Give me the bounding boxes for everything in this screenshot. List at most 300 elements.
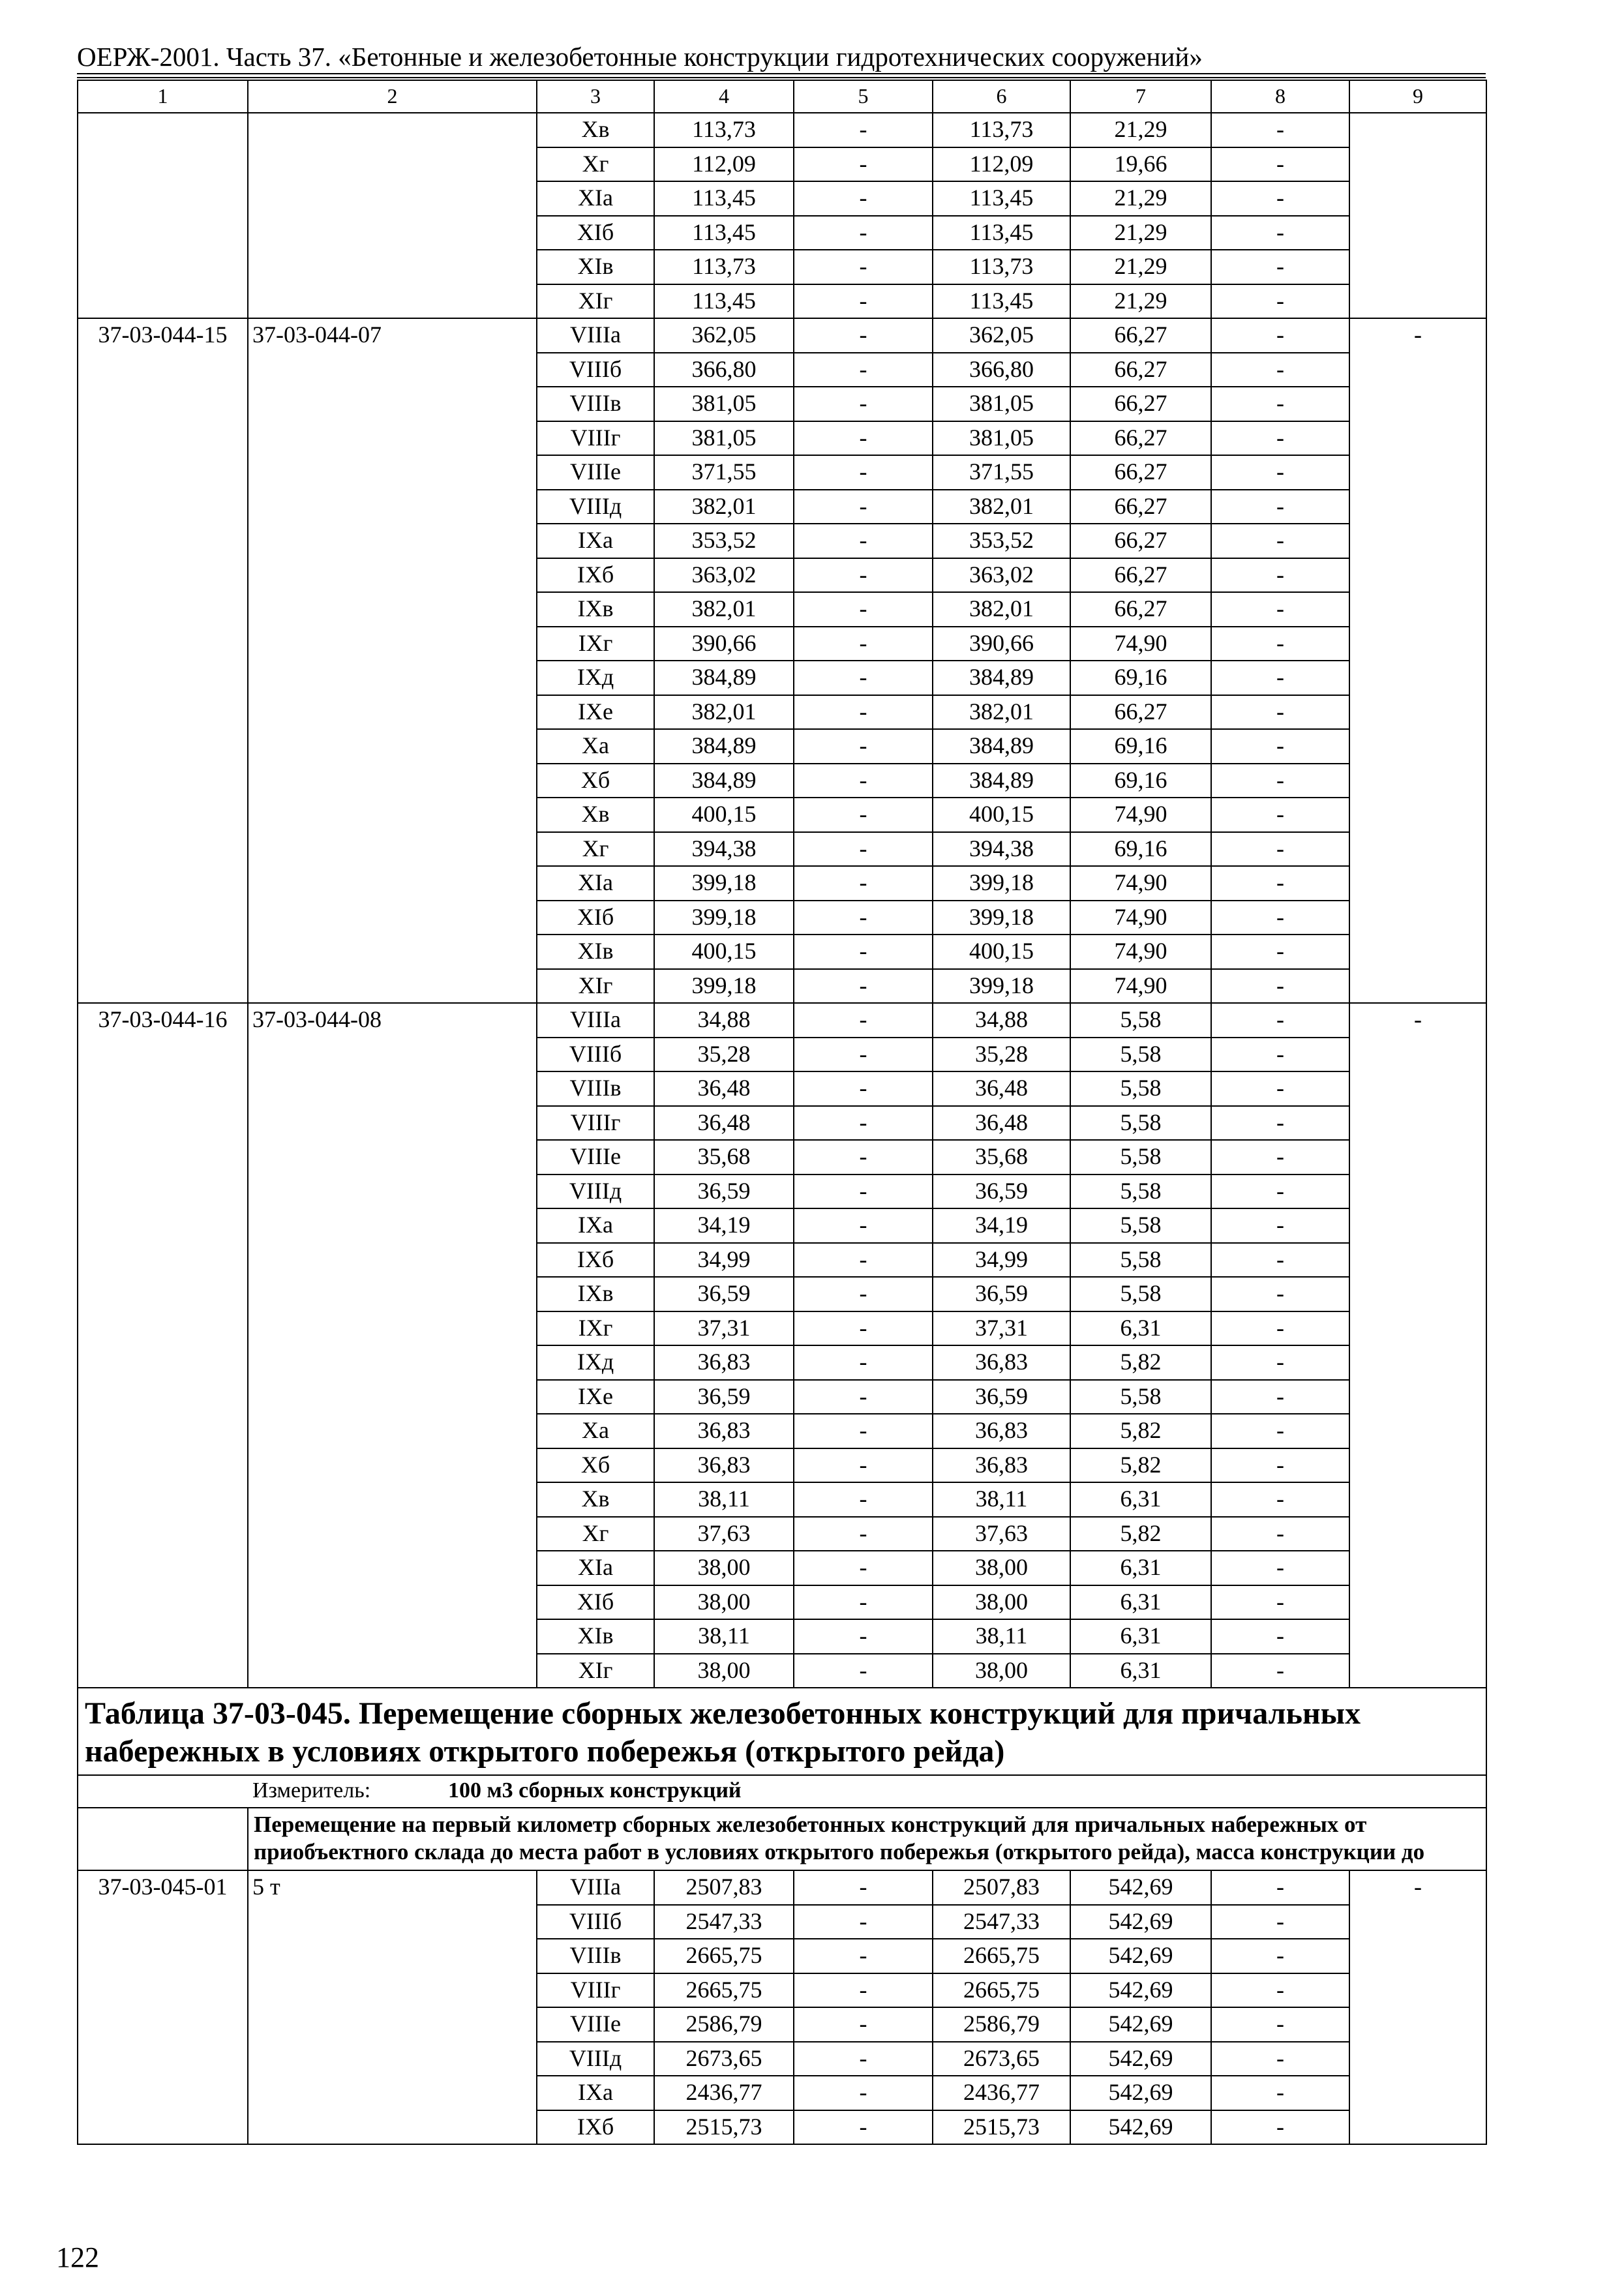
value-cell: -: [794, 1345, 933, 1380]
value-cell: -: [1211, 2110, 1349, 2145]
value-cell: -: [794, 1071, 933, 1106]
value-cell: -: [794, 1174, 933, 1209]
value-cell: -: [1211, 1905, 1349, 1939]
value-cell: 34,19: [654, 1208, 794, 1243]
value-cell: 371,55: [654, 455, 794, 490]
rate-code-cell: [78, 1905, 248, 1939]
table-row: [78, 1619, 1486, 1654]
value-cell: 36,59: [654, 1380, 794, 1414]
column-9-cell: [1349, 353, 1486, 387]
value-cell: 21,29: [1070, 216, 1211, 250]
value-cell: -: [794, 1243, 933, 1278]
table-row: [78, 524, 1486, 558]
value-cell: 66,27: [1070, 421, 1211, 456]
table-row: [78, 592, 1486, 627]
rate-code-cell: [78, 2007, 248, 2042]
value-cell: 2586,79: [654, 2007, 794, 2042]
value-cell: 66,27: [1070, 558, 1211, 593]
rate-code-cell: [78, 2110, 248, 2145]
value-cell: -: [794, 216, 933, 250]
zone-cell: VIIIд: [537, 2042, 654, 2076]
value-cell: 542,69: [1070, 2007, 1211, 2042]
zone-cell: VIIIе: [537, 2007, 654, 2042]
reference-cell: [248, 1517, 537, 1551]
value-cell: -: [794, 592, 933, 627]
zone-cell: IХа: [537, 524, 654, 558]
value-cell: 66,27: [1070, 387, 1211, 421]
value-cell: 66,27: [1070, 524, 1211, 558]
rate-code-cell: [78, 592, 248, 627]
column-9-cell: [1349, 1939, 1486, 1973]
column-9-cell: [1349, 558, 1486, 593]
zone-cell: Хг: [537, 147, 654, 182]
rate-code-cell: 37-03-045-01: [78, 1870, 248, 1905]
value-cell: 36,59: [933, 1277, 1070, 1311]
rate-code-cell: [78, 387, 248, 421]
value-cell: 74,90: [1070, 935, 1211, 969]
value-cell: 36,83: [654, 1448, 794, 1483]
rate-code-cell: [78, 1517, 248, 1551]
zone-cell: ХIв: [537, 250, 654, 284]
value-cell: -: [794, 1654, 933, 1688]
column-9-cell: [1349, 969, 1486, 1004]
header-rule: [77, 73, 1486, 74]
value-cell: 21,29: [1070, 113, 1211, 147]
zone-cell: IХа: [537, 1208, 654, 1243]
zone-cell: Хб: [537, 764, 654, 798]
column-9-cell: [1349, 387, 1486, 421]
value-cell: 36,48: [654, 1106, 794, 1141]
value-cell: 2665,75: [654, 1939, 794, 1973]
value-cell: 36,48: [933, 1106, 1070, 1141]
reference-cell: [248, 1482, 537, 1517]
value-cell: -: [794, 1311, 933, 1346]
rate-code-cell: [78, 969, 248, 1004]
rate-code-cell: [78, 1551, 248, 1585]
value-cell: 6,31: [1070, 1482, 1211, 1517]
reference-cell: [248, 2007, 537, 2042]
value-cell: -: [794, 1482, 933, 1517]
zone-cell: Ха: [537, 729, 654, 764]
zone-cell: VIIIе: [537, 455, 654, 490]
value-cell: 382,01: [933, 592, 1070, 627]
reference-cell: 37-03-044-07: [248, 318, 537, 353]
rate-code-cell: [78, 935, 248, 969]
column-9-cell: [1349, 1311, 1486, 1346]
value-cell: -: [1211, 592, 1349, 627]
reference-cell: [248, 353, 537, 387]
value-cell: 2673,65: [933, 2042, 1070, 2076]
value-cell: -: [794, 353, 933, 387]
value-cell: 112,09: [933, 147, 1070, 182]
value-cell: -: [1211, 558, 1349, 593]
rate-code-cell: [78, 1345, 248, 1380]
value-cell: 2547,33: [654, 1905, 794, 1939]
rate-code-cell: [78, 1482, 248, 1517]
column-9-cell: [1349, 1517, 1486, 1551]
rate-code-cell: [78, 1071, 248, 1106]
rate-code-cell: [78, 901, 248, 935]
table-body-2: [78, 1870, 1486, 2144]
reference-cell: [248, 524, 537, 558]
value-cell: 2436,77: [933, 2076, 1070, 2110]
value-cell: 66,27: [1070, 455, 1211, 490]
column-9-cell: [1349, 113, 1486, 147]
rate-code-cell: [78, 353, 248, 387]
value-cell: 36,83: [654, 1345, 794, 1380]
value-cell: 2507,83: [933, 1870, 1070, 1905]
section-title: Таблица 37-03-045. Перемещение сборных железобетонных конструкций для причальных набережных в условиях открытого побережья (открытого рейда): [78, 1688, 1486, 1775]
column-9-cell: [1349, 866, 1486, 901]
zone-cell: Ха: [537, 1414, 654, 1448]
section-header: [78, 1688, 1486, 1870]
value-cell: 37,63: [654, 1517, 794, 1551]
value-cell: -: [1211, 1208, 1349, 1243]
value-cell: 34,99: [933, 1243, 1070, 1278]
value-cell: -: [794, 798, 933, 832]
reference-cell: [248, 627, 537, 661]
value-cell: 6,31: [1070, 1551, 1211, 1585]
value-cell: 113,73: [654, 250, 794, 284]
zone-cell: VIIIа: [537, 1003, 654, 1038]
value-cell: 384,89: [654, 661, 794, 695]
value-cell: 2665,75: [654, 1973, 794, 2008]
column-9-cell: [1349, 592, 1486, 627]
value-cell: 400,15: [654, 935, 794, 969]
table-row: [78, 1038, 1486, 1072]
rate-code-cell: [78, 250, 248, 284]
column-9-cell: [1349, 455, 1486, 490]
reference-cell: [248, 1311, 537, 1346]
value-cell: 5,58: [1070, 1106, 1211, 1141]
value-cell: 38,00: [933, 1585, 1070, 1620]
zone-cell: ХIб: [537, 216, 654, 250]
value-cell: 113,73: [933, 250, 1070, 284]
zone-cell: IХе: [537, 695, 654, 730]
column-9-cell: [1349, 216, 1486, 250]
value-cell: -: [794, 866, 933, 901]
table-row: [78, 113, 1486, 147]
value-cell: 5,58: [1070, 1277, 1211, 1311]
column-9-cell: -: [1349, 1003, 1486, 1038]
table-row: [78, 2076, 1486, 2110]
table-row: [78, 901, 1486, 935]
value-cell: 35,68: [654, 1140, 794, 1174]
column-9-cell: [1349, 695, 1486, 730]
value-cell: 399,18: [654, 901, 794, 935]
reference-cell: 37-03-044-08: [248, 1003, 537, 1038]
column-9-cell: [1349, 2007, 1486, 2042]
table-row: [78, 2042, 1486, 2076]
zone-cell: VIIIв: [537, 387, 654, 421]
value-cell: 5,58: [1070, 1208, 1211, 1243]
rate-code-cell: [78, 1208, 248, 1243]
value-cell: 38,00: [933, 1654, 1070, 1688]
value-cell: 381,05: [933, 421, 1070, 456]
column-9-cell: -: [1349, 1870, 1486, 1905]
rate-code-cell: [78, 1311, 248, 1346]
rate-code-cell: [78, 729, 248, 764]
rates-table: [77, 80, 1487, 2145]
rate-code-cell: [78, 1380, 248, 1414]
value-cell: 399,18: [933, 901, 1070, 935]
table-row: [78, 558, 1486, 593]
table-row: [78, 1585, 1486, 1620]
value-cell: 2586,79: [933, 2007, 1070, 2042]
table-row: [78, 1654, 1486, 1688]
value-cell: 37,31: [933, 1311, 1070, 1346]
value-cell: 36,83: [933, 1448, 1070, 1483]
zone-cell: ХIа: [537, 866, 654, 901]
table-row: [78, 1208, 1486, 1243]
zone-cell: VIIIв: [537, 1939, 654, 1973]
zone-cell: ХIв: [537, 935, 654, 969]
table-row: [78, 284, 1486, 319]
column-9-cell: [1349, 1654, 1486, 1688]
value-cell: 38,11: [654, 1482, 794, 1517]
value-cell: -: [1211, 1003, 1349, 1038]
column-9-cell: [1349, 421, 1486, 456]
zone-cell: ХIг: [537, 969, 654, 1004]
rate-code-cell: [78, 695, 248, 730]
column-9-cell: [1349, 1448, 1486, 1483]
column-number: 2: [248, 80, 537, 113]
value-cell: -: [1211, 1517, 1349, 1551]
value-cell: 382,01: [933, 490, 1070, 524]
zone-cell: Хг: [537, 1517, 654, 1551]
rate-code-cell: [78, 1619, 248, 1654]
value-cell: 5,58: [1070, 1003, 1211, 1038]
reference-cell: [248, 661, 537, 695]
value-cell: -: [1211, 1380, 1349, 1414]
value-cell: 382,01: [654, 592, 794, 627]
value-cell: 74,90: [1070, 969, 1211, 1004]
value-cell: 394,38: [933, 832, 1070, 867]
value-cell: 542,69: [1070, 1939, 1211, 1973]
value-cell: -: [1211, 1654, 1349, 1688]
rate-code-cell: 37-03-044-16: [78, 1003, 248, 1038]
value-cell: -: [794, 1939, 933, 1973]
rate-code-cell: [78, 181, 248, 216]
column-9-cell: [1349, 1551, 1486, 1585]
table-row: [78, 147, 1486, 182]
rate-code-cell: [78, 661, 248, 695]
value-cell: 36,83: [933, 1414, 1070, 1448]
table-row: [78, 1345, 1486, 1380]
value-cell: -: [1211, 455, 1349, 490]
zone-cell: IХг: [537, 1311, 654, 1346]
value-cell: 21,29: [1070, 181, 1211, 216]
column-number: 4: [654, 80, 794, 113]
value-cell: -: [1211, 969, 1349, 1004]
column-9-cell: [1349, 729, 1486, 764]
value-cell: -: [1211, 387, 1349, 421]
value-cell: 113,45: [654, 181, 794, 216]
value-cell: -: [1211, 695, 1349, 730]
reference-cell: [248, 1345, 537, 1380]
value-cell: -: [1211, 1619, 1349, 1654]
rate-code-cell: [78, 1038, 248, 1072]
value-cell: -: [1211, 113, 1349, 147]
reference-cell: [248, 695, 537, 730]
column-9-cell: [1349, 901, 1486, 935]
description-empty-cell: [78, 1808, 248, 1870]
reference-cell: 5 т: [248, 1870, 537, 1905]
measure-label: Измеритель:: [252, 1778, 371, 1803]
value-cell: -: [794, 181, 933, 216]
table-row: [78, 353, 1486, 387]
table-row: [78, 216, 1486, 250]
column-9-cell: [1349, 181, 1486, 216]
column-9-cell: [1349, 627, 1486, 661]
reference-cell: [248, 181, 537, 216]
reference-cell: [248, 764, 537, 798]
reference-cell: [248, 935, 537, 969]
value-cell: 5,58: [1070, 1071, 1211, 1106]
value-cell: -: [794, 1905, 933, 1939]
value-cell: 6,31: [1070, 1585, 1211, 1620]
column-9-cell: [1349, 1619, 1486, 1654]
rate-code-cell: [78, 558, 248, 593]
value-cell: 74,90: [1070, 901, 1211, 935]
reference-cell: [248, 1174, 537, 1209]
reference-cell: [248, 2110, 537, 2145]
column-9-cell: [1349, 250, 1486, 284]
value-cell: 384,89: [933, 729, 1070, 764]
value-cell: 34,19: [933, 1208, 1070, 1243]
column-9-cell: [1349, 1277, 1486, 1311]
value-cell: -: [794, 1517, 933, 1551]
value-cell: 66,27: [1070, 353, 1211, 387]
value-cell: 113,45: [933, 284, 1070, 319]
reference-cell: [248, 1448, 537, 1483]
value-cell: -: [794, 1038, 933, 1072]
value-cell: -: [794, 318, 933, 353]
value-cell: -: [794, 1003, 933, 1038]
reference-cell: [248, 558, 537, 593]
value-cell: 394,38: [654, 832, 794, 867]
table-row: [78, 866, 1486, 901]
value-cell: -: [1211, 1482, 1349, 1517]
value-cell: 113,73: [654, 113, 794, 147]
value-cell: 21,29: [1070, 284, 1211, 319]
value-cell: -: [794, 1973, 933, 2008]
table-row: [78, 250, 1486, 284]
value-cell: -: [794, 901, 933, 935]
value-cell: -: [794, 113, 933, 147]
rate-code-cell: [78, 866, 248, 901]
value-cell: 36,59: [654, 1277, 794, 1311]
measure-cell: [78, 1775, 1486, 1808]
column-9-cell: [1349, 1345, 1486, 1380]
column-number: 3: [537, 80, 654, 113]
reference-cell: [248, 113, 537, 147]
value-cell: -: [1211, 627, 1349, 661]
value-cell: -: [1211, 1585, 1349, 1620]
reference-cell: [248, 1551, 537, 1585]
column-9-cell: [1349, 284, 1486, 319]
table-row: [78, 661, 1486, 695]
zone-cell: VIIIг: [537, 421, 654, 456]
value-cell: -: [1211, 832, 1349, 867]
value-cell: 66,27: [1070, 490, 1211, 524]
page-header: ОЕРЖ-2001. Часть 37. «Бетонные и железобетонные конструкции гидротехнических сооружений»: [77, 42, 1203, 72]
reference-cell: [248, 1038, 537, 1072]
zone-cell: IХб: [537, 2110, 654, 2145]
value-cell: 113,45: [654, 284, 794, 319]
reference-cell: [248, 1939, 537, 1973]
column-9-cell: [1349, 661, 1486, 695]
value-cell: 2507,83: [654, 1870, 794, 1905]
rate-code-cell: [78, 1585, 248, 1620]
value-cell: 399,18: [933, 969, 1070, 1004]
value-cell: 69,16: [1070, 832, 1211, 867]
zone-cell: VIIIа: [537, 318, 654, 353]
value-cell: -: [1211, 216, 1349, 250]
table-row: [78, 2110, 1486, 2145]
value-cell: 36,59: [933, 1174, 1070, 1209]
table-row: [78, 1973, 1486, 2008]
value-cell: -: [1211, 1174, 1349, 1209]
page-number: 122: [56, 2241, 99, 2273]
value-cell: 5,58: [1070, 1174, 1211, 1209]
value-cell: 371,55: [933, 455, 1070, 490]
value-cell: 384,89: [654, 764, 794, 798]
column-9-cell: [1349, 490, 1486, 524]
value-cell: 113,73: [933, 113, 1070, 147]
reference-cell: [248, 729, 537, 764]
table-row: [78, 1551, 1486, 1585]
value-cell: -: [794, 2007, 933, 2042]
value-cell: -: [794, 147, 933, 182]
value-cell: -: [1211, 1140, 1349, 1174]
value-cell: -: [794, 558, 933, 593]
column-9-cell: [1349, 1106, 1486, 1141]
reference-cell: [248, 147, 537, 182]
rate-code-cell: [78, 1414, 248, 1448]
table-row: [78, 1140, 1486, 1174]
value-cell: 400,15: [933, 798, 1070, 832]
value-cell: -: [794, 421, 933, 456]
reference-cell: [248, 387, 537, 421]
value-cell: 400,15: [933, 935, 1070, 969]
table-row: [78, 1003, 1486, 1038]
value-cell: 69,16: [1070, 729, 1211, 764]
value-cell: -: [1211, 1551, 1349, 1585]
value-cell: 399,18: [654, 969, 794, 1004]
value-cell: 36,83: [654, 1414, 794, 1448]
value-cell: -: [794, 2042, 933, 2076]
rate-code-cell: [78, 1654, 248, 1688]
table-row: [78, 1174, 1486, 1209]
value-cell: -: [794, 1277, 933, 1311]
table-row: [78, 1414, 1486, 1448]
value-cell: -: [1211, 421, 1349, 456]
value-cell: -: [794, 284, 933, 319]
value-cell: 353,52: [933, 524, 1070, 558]
value-cell: 353,52: [654, 524, 794, 558]
value-cell: -: [1211, 901, 1349, 935]
reference-cell: [248, 490, 537, 524]
table-row: [78, 1243, 1486, 1278]
table-row: [78, 1905, 1486, 1939]
value-cell: 6,31: [1070, 1311, 1211, 1346]
value-cell: -: [1211, 147, 1349, 182]
table-row: [78, 2007, 1486, 2042]
zone-cell: VIIIг: [537, 1106, 654, 1141]
value-cell: 113,45: [933, 216, 1070, 250]
column-9-cell: [1349, 1482, 1486, 1517]
